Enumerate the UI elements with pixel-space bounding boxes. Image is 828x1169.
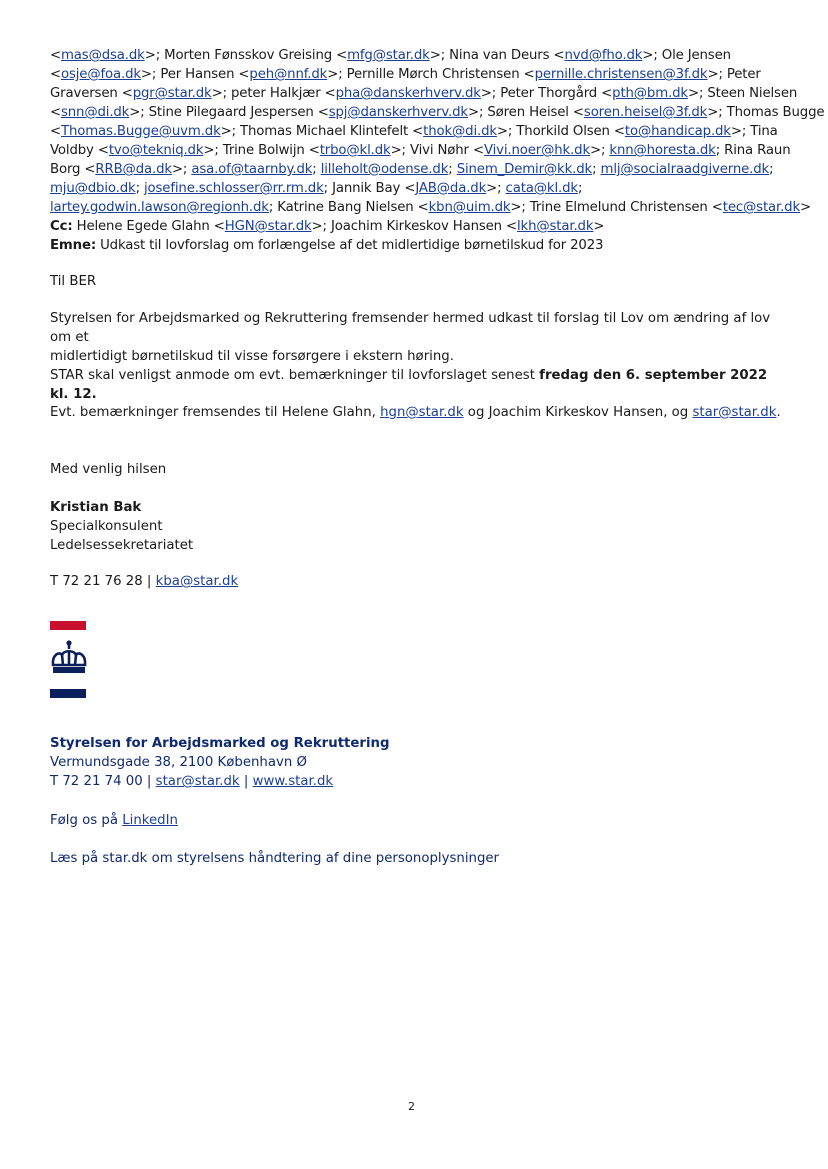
recipient-text: Helene Egede Glahn < <box>72 219 225 234</box>
recipient-email-link[interactable]: tvo@tekniq.dk <box>108 143 204 158</box>
follow-text: Følg os på <box>50 813 123 828</box>
recipient-email-link[interactable]: Sinem_Demir@kk.dk <box>456 162 593 177</box>
signature-phone: T 72 21 76 28 | <box>50 574 156 589</box>
recipient-email-link[interactable]: osje@foa.dk <box>61 67 141 82</box>
email-header-recipients <box>50 46 825 255</box>
recipient-email-link[interactable]: asa.of@taarnby.dk <box>191 162 313 177</box>
header-field-label: Emne: <box>50 238 96 253</box>
recipient-email-link[interactable]: pernille.christensen@3f.dk <box>534 67 708 82</box>
recipient-text: >; Ole Jensen <box>642 48 731 63</box>
crown-icon <box>50 638 88 678</box>
recipient-text: >; Joachim Kirkeskov Hansen < <box>311 219 518 234</box>
org-email-link[interactable]: star@star.dk <box>155 774 240 789</box>
recipient-email-link[interactable]: lilleholt@odense.dk <box>320 162 449 177</box>
recipient-email-link[interactable]: RRB@da.dk <box>95 162 172 177</box>
recipients-line <box>50 198 812 217</box>
recipients-line <box>50 46 780 65</box>
deadline-date: fredag den 6. september 2022 kl. 12. <box>50 368 768 402</box>
recipient-text: >; Trine Bolwijn < <box>203 143 320 158</box>
recipient-text: Udkast til lovforslag om forlængelse af det midlertidige børnetilskud for 2023 <box>96 238 604 253</box>
paragraph-intro <box>50 309 790 366</box>
recipient-email-link[interactable]: pth@bm.dk <box>612 86 688 101</box>
recipient-email-link[interactable]: pha@danskerhverv.dk <box>335 86 481 101</box>
recipients-line <box>50 179 780 198</box>
closing: Med venlig hilsen <box>50 462 167 477</box>
recipients-line <box>50 160 780 179</box>
recipient-text: < <box>50 105 61 120</box>
recipient-email-link[interactable]: josefine.schlosser@rr.rm.dk <box>144 181 324 196</box>
recipient-text: < <box>50 67 61 82</box>
recipients-line <box>50 65 780 84</box>
recipient-text: Voldby < <box>50 143 109 158</box>
recipient-email-link[interactable]: JAB@da.dk <box>415 181 487 196</box>
paragraph-intro-line1: Styrelsen for Arbejdsmarked og Rekruttering fremsender hermed udkast til forslag til Lov om ændring af lov om et <box>50 311 771 345</box>
recipient-text: >; Morten Fønsskov Greising < <box>144 48 348 63</box>
recipient-text: >; Peter Thorgård < <box>480 86 613 101</box>
recipient-email-link[interactable]: mlj@socialraadgiverne.dk <box>600 162 770 177</box>
recipient-text: ; <box>448 162 457 177</box>
recipient-text: ; Katrine Bang Nielsen < <box>268 200 429 215</box>
recipient-email-link[interactable]: HGN@star.dk <box>224 219 312 234</box>
recipient-email-link[interactable]: kbn@uim.dk <box>428 200 511 215</box>
recipient-text: >; Vivi Nøhr < <box>390 143 484 158</box>
recipients-line <box>50 141 791 160</box>
recipient-text: ; <box>135 181 144 196</box>
recipient-text: >; <box>171 162 192 177</box>
recipient-text: > <box>800 200 812 215</box>
recipient-text: >; Søren Heisel < <box>467 105 584 120</box>
signature <box>50 498 790 555</box>
recipient-email-link[interactable]: thok@di.dk <box>423 124 497 139</box>
recipient-text: ; Rina Raun <box>715 143 791 158</box>
org-block <box>50 734 790 791</box>
recipient-text: >; Nina van Deurs < <box>429 48 565 63</box>
org-website-link[interactable]: www.star.dk <box>252 774 334 789</box>
recipient-email-link[interactable]: snn@di.dk <box>61 105 130 120</box>
logo-blue-bar <box>50 689 86 698</box>
recipients-line <box>50 217 780 236</box>
follow-line <box>50 811 790 830</box>
recipient-email-link[interactable]: tec@star.dk <box>722 200 801 215</box>
recipient-text: >; Thorkild Olsen < <box>496 124 625 139</box>
recipient-email-link[interactable]: mju@dbio.dk <box>50 181 136 196</box>
logo-red-bar <box>50 621 86 630</box>
org-name: Styrelsen for Arbejdsmarked og Rekruttering <box>50 736 390 751</box>
recipient-email-link[interactable]: Thomas.Bugge@uvm.dk <box>61 124 221 139</box>
privacy-notice: Læs på star.dk om styrelsens håndtering af dine personoplysninger <box>50 851 500 866</box>
header-field-label: Cc: <box>50 219 73 234</box>
recipient-email-link[interactable]: trbo@kl.dk <box>319 143 391 158</box>
linkedin-link[interactable]: LinkedIn <box>122 813 178 828</box>
paragraph-contacts <box>50 403 790 422</box>
recipient-text: ; <box>577 181 583 196</box>
contacts-text-pre: Evt. bemærkninger fremsendes til Helene Glahn, <box>50 405 381 420</box>
recipient-text: >; Thomas Bugge <box>707 105 825 120</box>
contacts-text-mid: og Joachim Kirkeskov Hansen, og <box>463 405 693 420</box>
recipient-text: Borg < <box>50 162 96 177</box>
org-contact <box>50 772 790 791</box>
paragraph-deadline <box>50 366 790 404</box>
recipient-text: ; <box>592 162 601 177</box>
recipients-line <box>50 122 780 141</box>
org-separator: | <box>239 774 253 789</box>
recipient-email-link[interactable]: knn@horesta.dk <box>609 143 716 158</box>
recipient-email-link[interactable]: mas@dsa.dk <box>61 48 145 63</box>
recipient-text: > <box>593 219 605 234</box>
page-number: 2 <box>408 1100 415 1113</box>
recipient-email-link[interactable]: soren.heisel@3f.dk <box>583 105 708 120</box>
recipients-line <box>50 84 798 103</box>
signature-email-link[interactable]: kba@star.dk <box>155 574 239 589</box>
recipients-line <box>50 236 780 255</box>
recipient-text: >; Stine Pilegaard Jespersen < <box>129 105 329 120</box>
recipient-text: >; Steen Nielsen <box>687 86 798 101</box>
recipient-text: < <box>50 48 61 63</box>
recipient-text: >; Tina <box>730 124 778 139</box>
signature-title: Specialkonsulent <box>50 519 163 534</box>
org-address: Vermundsgade 38, 2100 København Ø <box>50 755 307 770</box>
recipient-email-link[interactable]: lartey.godwin.lawson@regionh.dk <box>50 200 269 215</box>
star-email-link[interactable]: star@star.dk <box>692 405 777 420</box>
recipient-text: >; Per Hansen < <box>140 67 250 82</box>
recipient-email-link[interactable]: lkh@star.dk <box>517 219 594 234</box>
recipient-text: Graversen < <box>50 86 133 101</box>
recipient-email-link[interactable]: spj@danskerhverv.dk <box>328 105 468 120</box>
recipient-text: >; <box>590 143 610 158</box>
recipient-email-link[interactable]: cata@kl.dk <box>505 181 578 196</box>
greeting: Til BER <box>50 274 97 289</box>
recipient-text: ; <box>312 162 321 177</box>
signature-contact <box>50 572 790 591</box>
deadline-text: STAR skal venligst anmode om evt. bemærkninger til lovforslaget senest <box>50 368 540 383</box>
recipient-text: >; peter Halkjær < <box>211 86 336 101</box>
recipients-line <box>50 103 825 122</box>
recipient-email-link[interactable]: mfg@star.dk <box>347 48 430 63</box>
signature-department: Ledelsessekretariatet <box>50 538 194 553</box>
signature-name: Kristian Bak <box>50 500 142 515</box>
hgn-email-link[interactable]: hgn@star.dk <box>380 405 464 420</box>
recipient-email-link[interactable]: to@handicap.dk <box>624 124 731 139</box>
recipient-text: >; Peter <box>707 67 761 82</box>
recipient-text: >; Trine Elmelund Christensen < <box>510 200 723 215</box>
recipient-text: ; <box>769 162 774 177</box>
recipient-email-link[interactable]: pgr@star.dk <box>132 86 212 101</box>
recipient-text: < <box>50 124 61 139</box>
paragraph-intro-line2: midlertidigt børnetilskud til visse forsørgere i ekstern høring. <box>50 349 454 364</box>
org-phone: T 72 21 74 00 | <box>50 774 156 789</box>
recipient-text: >; Pernille Mørch Christensen < <box>327 67 535 82</box>
recipient-email-link[interactable]: nvd@fho.dk <box>564 48 643 63</box>
recipient-text: >; Thomas Michael Klintefelt < <box>220 124 424 139</box>
recipient-email-link[interactable]: peh@nnf.dk <box>249 67 328 82</box>
contacts-text-post: . <box>776 405 781 420</box>
recipient-email-link[interactable]: Vivi.noer@hk.dk <box>483 143 590 158</box>
recipient-text: ; Jannik Bay < <box>323 181 416 196</box>
recipient-text: >; <box>486 181 506 196</box>
